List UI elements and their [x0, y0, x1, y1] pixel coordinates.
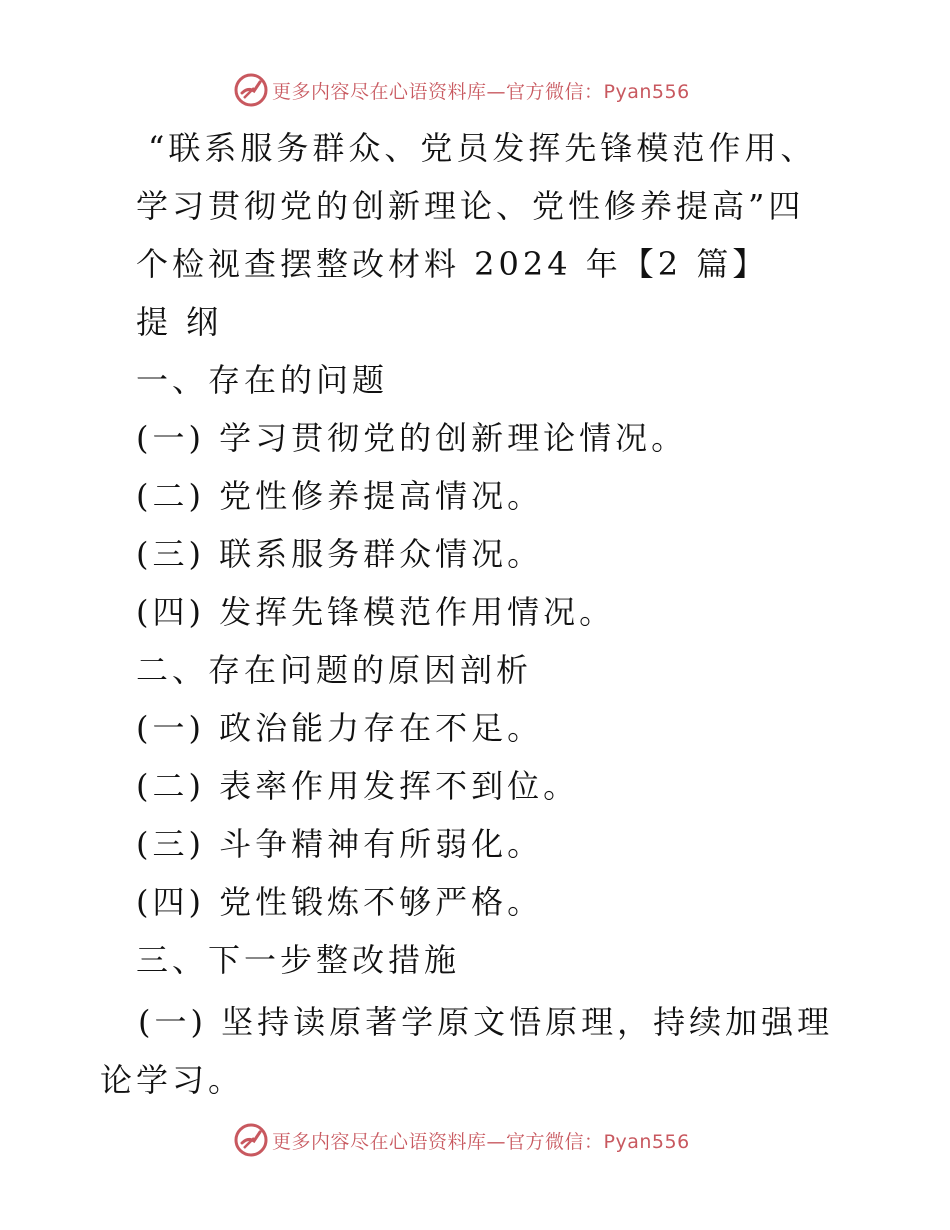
outline-paragraph: (一) 坚持读原著学原文悟原理，持续加强理论学习。	[100, 1003, 834, 1099]
outline-item: (三) 联系服务群众情况。	[136, 535, 544, 573]
outline-item: (二) 表率作用发挥不到位。	[136, 767, 580, 805]
book-quill-logo-icon	[234, 1123, 268, 1157]
outline-item: (四) 党性锻炼不够严格。	[136, 883, 544, 921]
outline-item: (一) 学习贯彻党的创新理论情况。	[136, 419, 688, 457]
outline-item: (二) 党性修养提高情况。	[136, 477, 544, 515]
outline-item: (三) 斗争精神有所弱化。	[136, 825, 544, 863]
outline-item: 三、下一步整改措施	[136, 941, 461, 979]
outline-heading: 提 纲	[136, 303, 223, 341]
book-quill-logo-icon	[234, 73, 268, 107]
watermark-text: 更多内容尽在心语资料库—官方微信：Pyan556	[272, 80, 690, 103]
title-line-1: “联系服务群众、党员发挥先锋模范作用、	[148, 129, 817, 167]
outline-item: 一、存在的问题	[136, 361, 389, 399]
title-line-2: 学习贯彻党的创新理论、党性修养提高”四	[136, 187, 805, 225]
watermark-text: 更多内容尽在心语资料库—官方微信：Pyan556	[272, 1130, 690, 1153]
outline-item: 二、存在问题的原因剖析	[136, 651, 533, 689]
footer-watermark	[234, 1122, 714, 1158]
outline-item: (四) 发挥先锋模范作用情况。	[136, 593, 616, 631]
header-watermark	[234, 72, 714, 108]
outline-item: (一) 政治能力存在不足。	[136, 709, 544, 747]
title-line-3: 个检视查摆整改材料 2024 年【2 篇】	[136, 245, 769, 283]
